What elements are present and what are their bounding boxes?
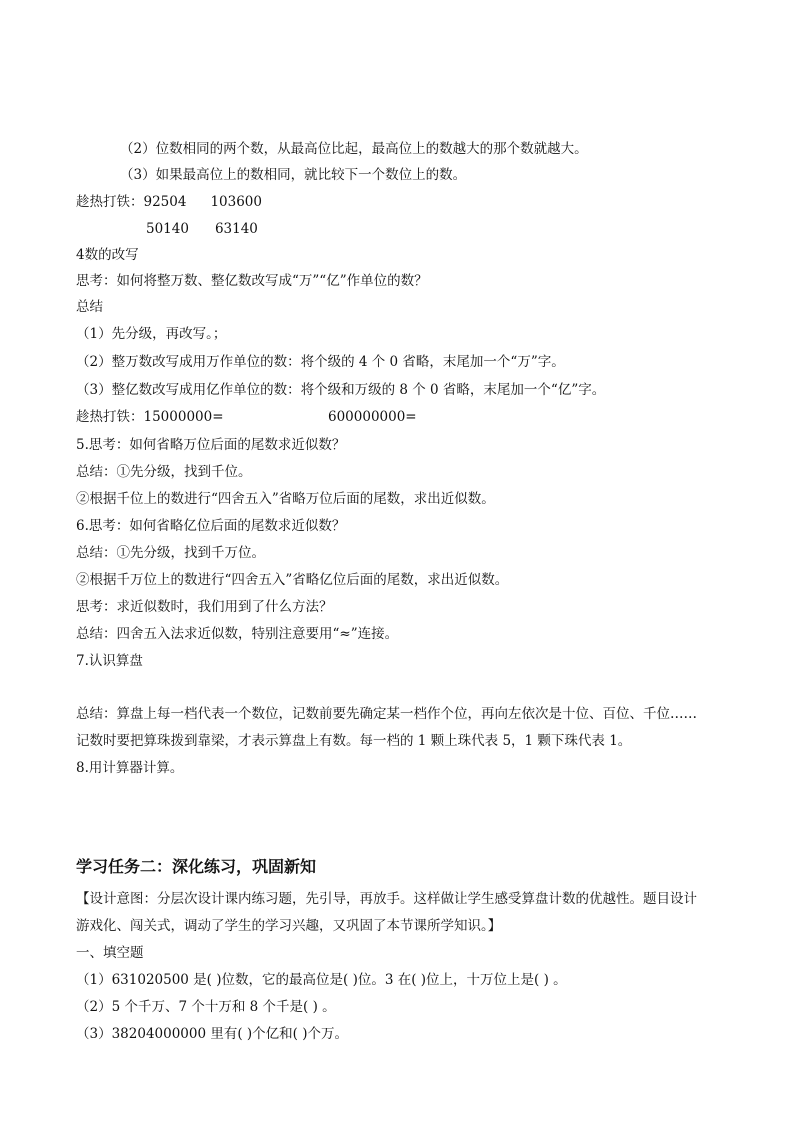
practice-1-label: 趁热打铁：	[76, 194, 144, 210]
practice-1-num-c: 50140	[146, 221, 189, 237]
summary-4-3: （3）整亿数改写成用亿作单位的数：将个级和万级的 8 个 0 省略，末尾加一个“亿”字。	[76, 382, 606, 398]
summary-6-1: 总结：①先分级，找到千万位。	[76, 545, 265, 561]
practice-2-a: 趁热打铁：15000000=	[76, 409, 224, 425]
summary-5-1: 总结：①先分级，找到千位。	[76, 464, 252, 480]
heading-7: 7.认识算盘	[76, 653, 143, 669]
question-1: （1）631020500 是( )位数，它的最高位是( )位。3 在( )位上，十万位上是( ) 。	[76, 972, 567, 988]
practice-1-num-d: 63140	[214, 221, 258, 237]
summary-4-2: （2）整万数改写成用万作单位的数：将个级的 4 个 0 省略，末尾加一个“万”字。	[76, 354, 565, 370]
summary-label: 总结	[76, 299, 103, 315]
rule-3: （3）如果最高位上的数相同，就比较下一个数位上的数。	[120, 167, 467, 183]
abacus-summary-2: 记数时要把算珠拨到靠梁，才表示算盘上有数。每一档的 1 颗上珠代表 5，1 颗下珠代表 1。	[76, 733, 632, 749]
heading-4: 4数的改写	[76, 247, 139, 263]
summary-6-2: ②根据千万位上的数进行“四舍五入”省略亿位后面的尾数，求出近似数。	[76, 572, 509, 588]
question-3: （3）38204000000 里有( )个亿和( )个万。	[76, 1026, 349, 1042]
practice-1-row-2	[146, 220, 258, 238]
heading-6: 6.思考：如何省略亿位后面的尾数求近似数？	[76, 518, 346, 534]
heading-5: 5.思考：如何省略万位后面的尾数求近似数？	[76, 437, 346, 453]
design-intent-2: 游戏化、闯关式，调动了学生的学习兴趣，又巩固了本节课所学知识。】	[76, 918, 502, 934]
practice-1-num-b: 103600	[210, 194, 262, 210]
rule-2: （2）位数相同的两个数，从最高位比起，最高位上的数越大的那个数就越大。	[120, 141, 588, 157]
design-intent-1: 【设计意图：分层次设计课内练习题，先引导，再放手。这样做让学生感受算盘计数的优越性。题目设计	[76, 891, 697, 907]
summary-4-1: （1）先分级，再改写。；	[76, 326, 227, 342]
practice-2-b: 600000000=	[328, 409, 417, 425]
summary-5-2: ②根据千位上的数进行“四舍五入”省略万位后面的尾数，求出近似数。	[76, 491, 495, 507]
section-2-title: 学习任务二：深化练习，巩固新知	[76, 857, 317, 876]
summary-method: 总结：四舍五入法求近似数，特别注意要用“≈”连接。	[76, 626, 399, 642]
heading-8: 8.用计算器计算。	[76, 760, 184, 776]
practice-1-num-a: 92504	[143, 194, 187, 210]
abacus-summary-1: 总结：算盘上每一档代表一个数位，记数前要先确定某一档作个位，再向左依次是十位、百位、千位……	[76, 706, 697, 722]
think-4: 思考：如何将整万数、整亿数改写成“万”“亿”作单位的数？	[76, 273, 428, 289]
practice-1-row-1	[76, 193, 262, 211]
question-2: （2）5 个千万、7 个十万和 8 个千是( ) 。	[76, 999, 336, 1015]
think-method: 思考：求近似数时，我们用到了什么方法？	[76, 599, 333, 615]
fill-blank-title: 一、填空题	[76, 945, 144, 961]
